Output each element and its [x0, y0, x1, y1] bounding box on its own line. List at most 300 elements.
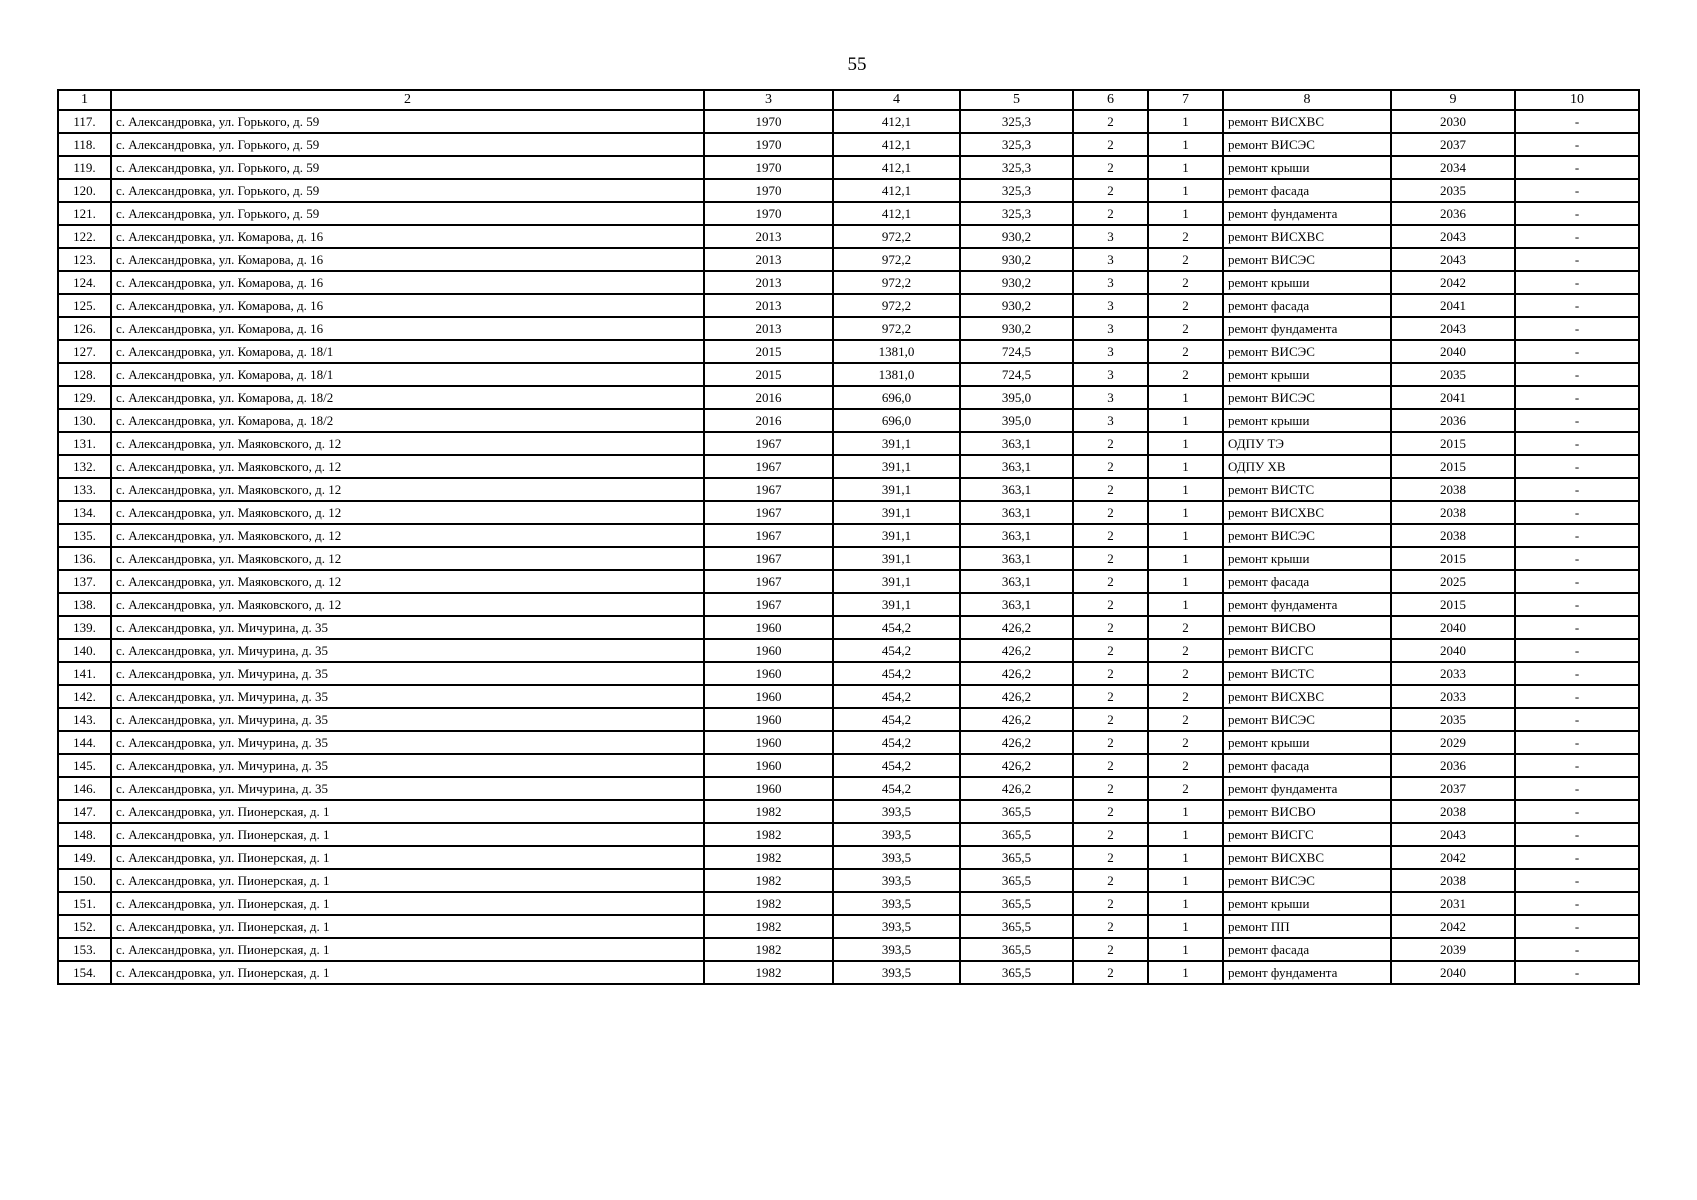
- table-row: [58, 892, 1639, 915]
- total-area-cell: 412,1: [833, 179, 960, 202]
- note-cell: -: [1515, 800, 1639, 823]
- living-area-cell: 365,5: [960, 800, 1073, 823]
- entrances-cell: 1: [1148, 478, 1223, 501]
- planned-year-cell: 2015: [1391, 455, 1515, 478]
- planned-year-cell: 2033: [1391, 662, 1515, 685]
- address-cell: с. Александровка, ул. Пионерская, д. 1: [111, 892, 704, 915]
- year-built-cell: 2013: [704, 317, 833, 340]
- entrances-cell: 2: [1148, 639, 1223, 662]
- address-cell: с. Александровка, ул. Горького, д. 59: [111, 156, 704, 179]
- floors-cell: 3: [1073, 225, 1148, 248]
- living-area-cell: 363,1: [960, 455, 1073, 478]
- address-cell: с. Александровка, ул. Пионерская, д. 1: [111, 915, 704, 938]
- living-area-cell: 363,1: [960, 547, 1073, 570]
- work-type-cell: ОДПУ ТЭ: [1223, 432, 1391, 455]
- living-area-cell: 426,2: [960, 685, 1073, 708]
- year-built-cell: 1967: [704, 501, 833, 524]
- row-number-cell: 145.: [58, 754, 111, 777]
- living-area-cell: 930,2: [960, 248, 1073, 271]
- living-area-cell: 426,2: [960, 616, 1073, 639]
- table-row: [58, 754, 1639, 777]
- table-row: [58, 961, 1639, 984]
- planned-year-cell: 2037: [1391, 777, 1515, 800]
- floors-cell: 2: [1073, 800, 1148, 823]
- work-type-cell: ремонт ВИСХВС: [1223, 846, 1391, 869]
- row-number-cell: 117.: [58, 110, 111, 133]
- floors-cell: 3: [1073, 363, 1148, 386]
- total-area-cell: 972,2: [833, 225, 960, 248]
- total-area-cell: 454,2: [833, 616, 960, 639]
- planned-year-cell: 2025: [1391, 570, 1515, 593]
- row-number-cell: 139.: [58, 616, 111, 639]
- floors-cell: 2: [1073, 708, 1148, 731]
- planned-year-cell: 2035: [1391, 363, 1515, 386]
- total-area-cell: 393,5: [833, 800, 960, 823]
- floors-cell: 2: [1073, 570, 1148, 593]
- year-built-cell: 2013: [704, 248, 833, 271]
- table-row: [58, 823, 1639, 846]
- entrances-cell: 2: [1148, 248, 1223, 271]
- row-number-cell: 127.: [58, 340, 111, 363]
- planned-year-cell: 2040: [1391, 961, 1515, 984]
- address-cell: с. Александровка, ул. Горького, д. 59: [111, 133, 704, 156]
- work-type-cell: ремонт фундамента: [1223, 593, 1391, 616]
- note-cell: -: [1515, 225, 1639, 248]
- year-built-cell: 2016: [704, 409, 833, 432]
- note-cell: -: [1515, 662, 1639, 685]
- work-type-cell: ремонт фасада: [1223, 570, 1391, 593]
- table-row: [58, 248, 1639, 271]
- planned-year-cell: 2041: [1391, 294, 1515, 317]
- total-area-cell: 391,1: [833, 593, 960, 616]
- planned-year-cell: 2040: [1391, 340, 1515, 363]
- year-built-cell: 1967: [704, 593, 833, 616]
- row-number-cell: 120.: [58, 179, 111, 202]
- total-area-cell: 412,1: [833, 133, 960, 156]
- total-area-cell: 696,0: [833, 386, 960, 409]
- living-area-cell: 325,3: [960, 110, 1073, 133]
- total-area-cell: 454,2: [833, 708, 960, 731]
- planned-year-cell: 2038: [1391, 869, 1515, 892]
- note-cell: -: [1515, 501, 1639, 524]
- row-number-cell: 130.: [58, 409, 111, 432]
- entrances-cell: 2: [1148, 363, 1223, 386]
- work-type-cell: ОДПУ ХВ: [1223, 455, 1391, 478]
- floors-cell: 2: [1073, 662, 1148, 685]
- entrances-cell: 2: [1148, 777, 1223, 800]
- note-cell: -: [1515, 616, 1639, 639]
- planned-year-cell: 2034: [1391, 156, 1515, 179]
- year-built-cell: 2016: [704, 386, 833, 409]
- address-cell: с. Александровка, ул. Маяковского, д. 12: [111, 432, 704, 455]
- living-area-cell: 426,2: [960, 639, 1073, 662]
- planned-year-cell: 2041: [1391, 386, 1515, 409]
- work-type-cell: ремонт крыши: [1223, 892, 1391, 915]
- planned-year-cell: 2015: [1391, 593, 1515, 616]
- year-built-cell: 1967: [704, 432, 833, 455]
- table-row: [58, 685, 1639, 708]
- work-type-cell: ремонт ВИСЭС: [1223, 869, 1391, 892]
- year-built-cell: 1982: [704, 892, 833, 915]
- entrances-cell: 2: [1148, 708, 1223, 731]
- entrances-cell: 2: [1148, 616, 1223, 639]
- note-cell: -: [1515, 432, 1639, 455]
- column-header-3: 3: [704, 90, 833, 110]
- year-built-cell: 2013: [704, 271, 833, 294]
- floors-cell: 2: [1073, 524, 1148, 547]
- table-row: [58, 455, 1639, 478]
- table-row: [58, 708, 1639, 731]
- work-type-cell: ремонт ВИСВО: [1223, 616, 1391, 639]
- living-area-cell: 930,2: [960, 317, 1073, 340]
- address-cell: с. Александровка, ул. Мичурина, д. 35: [111, 708, 704, 731]
- table-row: [58, 432, 1639, 455]
- floors-cell: 2: [1073, 915, 1148, 938]
- note-cell: -: [1515, 754, 1639, 777]
- planned-year-cell: 2036: [1391, 409, 1515, 432]
- table-row: [58, 317, 1639, 340]
- table-row: [58, 156, 1639, 179]
- year-built-cell: 1960: [704, 662, 833, 685]
- row-number-cell: 133.: [58, 478, 111, 501]
- total-area-cell: 393,5: [833, 869, 960, 892]
- floors-cell: 2: [1073, 731, 1148, 754]
- planned-year-cell: 2042: [1391, 846, 1515, 869]
- total-area-cell: 412,1: [833, 202, 960, 225]
- row-number-cell: 135.: [58, 524, 111, 547]
- address-cell: с. Александровка, ул. Мичурина, д. 35: [111, 754, 704, 777]
- total-area-cell: 393,5: [833, 938, 960, 961]
- total-area-cell: 412,1: [833, 110, 960, 133]
- note-cell: -: [1515, 685, 1639, 708]
- floors-cell: 2: [1073, 455, 1148, 478]
- table-row: [58, 616, 1639, 639]
- note-cell: -: [1515, 179, 1639, 202]
- address-cell: с. Александровка, ул. Комарова, д. 16: [111, 294, 704, 317]
- entrances-cell: 2: [1148, 317, 1223, 340]
- floors-cell: 3: [1073, 386, 1148, 409]
- floors-cell: 3: [1073, 271, 1148, 294]
- year-built-cell: 2013: [704, 294, 833, 317]
- entrances-cell: 1: [1148, 915, 1223, 938]
- entrances-cell: 1: [1148, 455, 1223, 478]
- table-row: [58, 478, 1639, 501]
- floors-cell: 3: [1073, 409, 1148, 432]
- address-cell: с. Александровка, ул. Мичурина, д. 35: [111, 777, 704, 800]
- floors-cell: 3: [1073, 248, 1148, 271]
- table-row: [58, 731, 1639, 754]
- entrances-cell: 1: [1148, 800, 1223, 823]
- registry-table: [57, 89, 1640, 985]
- total-area-cell: 454,2: [833, 777, 960, 800]
- page-number: 55: [847, 54, 867, 75]
- entrances-cell: 1: [1148, 110, 1223, 133]
- total-area-cell: 391,1: [833, 547, 960, 570]
- floors-cell: 2: [1073, 501, 1148, 524]
- note-cell: -: [1515, 363, 1639, 386]
- entrances-cell: 2: [1148, 662, 1223, 685]
- living-area-cell: 426,2: [960, 777, 1073, 800]
- living-area-cell: 363,1: [960, 593, 1073, 616]
- row-number-cell: 146.: [58, 777, 111, 800]
- work-type-cell: ремонт ВИСХВС: [1223, 501, 1391, 524]
- address-cell: с. Александровка, ул. Горького, д. 59: [111, 179, 704, 202]
- entrances-cell: 2: [1148, 731, 1223, 754]
- planned-year-cell: 2036: [1391, 202, 1515, 225]
- work-type-cell: ремонт крыши: [1223, 409, 1391, 432]
- living-area-cell: 325,3: [960, 202, 1073, 225]
- living-area-cell: 426,2: [960, 662, 1073, 685]
- total-area-cell: 454,2: [833, 662, 960, 685]
- living-area-cell: 363,1: [960, 478, 1073, 501]
- note-cell: -: [1515, 869, 1639, 892]
- note-cell: -: [1515, 639, 1639, 662]
- entrances-cell: 2: [1148, 271, 1223, 294]
- planned-year-cell: 2035: [1391, 179, 1515, 202]
- floors-cell: 3: [1073, 340, 1148, 363]
- address-cell: с. Александровка, ул. Мичурина, д. 35: [111, 731, 704, 754]
- floors-cell: 2: [1073, 777, 1148, 800]
- floors-cell: 2: [1073, 432, 1148, 455]
- table-row: [58, 202, 1639, 225]
- entrances-cell: 1: [1148, 892, 1223, 915]
- row-number-cell: 153.: [58, 938, 111, 961]
- row-number-cell: 140.: [58, 639, 111, 662]
- header-row: [58, 90, 1639, 110]
- total-area-cell: 696,0: [833, 409, 960, 432]
- total-area-cell: 972,2: [833, 248, 960, 271]
- table-row: [58, 225, 1639, 248]
- row-number-cell: 134.: [58, 501, 111, 524]
- floors-cell: 2: [1073, 133, 1148, 156]
- address-cell: с. Александровка, ул. Комарова, д. 18/1: [111, 340, 704, 363]
- table-row: [58, 547, 1639, 570]
- table-row: [58, 662, 1639, 685]
- note-cell: -: [1515, 409, 1639, 432]
- floors-cell: 2: [1073, 616, 1148, 639]
- work-type-cell: ремонт фундамента: [1223, 317, 1391, 340]
- living-area-cell: 325,3: [960, 156, 1073, 179]
- work-type-cell: ремонт ВИСЭС: [1223, 386, 1391, 409]
- work-type-cell: ремонт ВИСГС: [1223, 823, 1391, 846]
- floors-cell: 2: [1073, 823, 1148, 846]
- living-area-cell: 325,3: [960, 179, 1073, 202]
- living-area-cell: 365,5: [960, 915, 1073, 938]
- year-built-cell: 1982: [704, 846, 833, 869]
- year-built-cell: 1970: [704, 156, 833, 179]
- note-cell: -: [1515, 938, 1639, 961]
- address-cell: с. Александровка, ул. Мичурина, д. 35: [111, 639, 704, 662]
- table-body: [58, 110, 1639, 984]
- address-cell: с. Александровка, ул. Комарова, д. 18/2: [111, 409, 704, 432]
- table-row: [58, 133, 1639, 156]
- year-built-cell: 1967: [704, 570, 833, 593]
- note-cell: -: [1515, 294, 1639, 317]
- entrances-cell: 1: [1148, 386, 1223, 409]
- table-row: [58, 846, 1639, 869]
- entrances-cell: 1: [1148, 133, 1223, 156]
- planned-year-cell: 2043: [1391, 317, 1515, 340]
- address-cell: с. Александровка, ул. Пионерская, д. 1: [111, 938, 704, 961]
- floors-cell: 2: [1073, 156, 1148, 179]
- address-cell: с. Александровка, ул. Комарова, д. 16: [111, 248, 704, 271]
- total-area-cell: 391,1: [833, 501, 960, 524]
- note-cell: -: [1515, 455, 1639, 478]
- entrances-cell: 1: [1148, 179, 1223, 202]
- row-number-cell: 123.: [58, 248, 111, 271]
- note-cell: -: [1515, 110, 1639, 133]
- row-number-cell: 136.: [58, 547, 111, 570]
- planned-year-cell: 2043: [1391, 248, 1515, 271]
- table-row: [58, 777, 1639, 800]
- year-built-cell: 1960: [704, 731, 833, 754]
- note-cell: -: [1515, 892, 1639, 915]
- work-type-cell: ремонт ВИСЭС: [1223, 708, 1391, 731]
- total-area-cell: 391,1: [833, 570, 960, 593]
- planned-year-cell: 2038: [1391, 524, 1515, 547]
- living-area-cell: 325,3: [960, 133, 1073, 156]
- address-cell: с. Александровка, ул. Комарова, д. 16: [111, 271, 704, 294]
- note-cell: -: [1515, 133, 1639, 156]
- living-area-cell: 426,2: [960, 731, 1073, 754]
- floors-cell: 2: [1073, 961, 1148, 984]
- address-cell: с. Александровка, ул. Мичурина, д. 35: [111, 616, 704, 639]
- living-area-cell: 365,5: [960, 823, 1073, 846]
- column-header-8: 8: [1223, 90, 1391, 110]
- entrances-cell: 1: [1148, 202, 1223, 225]
- note-cell: -: [1515, 547, 1639, 570]
- column-header-9: 9: [1391, 90, 1515, 110]
- note-cell: -: [1515, 961, 1639, 984]
- note-cell: -: [1515, 271, 1639, 294]
- table-row: [58, 179, 1639, 202]
- floors-cell: 2: [1073, 639, 1148, 662]
- total-area-cell: 393,5: [833, 846, 960, 869]
- floors-cell: 2: [1073, 202, 1148, 225]
- total-area-cell: 972,2: [833, 294, 960, 317]
- work-type-cell: ремонт ВИСХВС: [1223, 225, 1391, 248]
- note-cell: -: [1515, 317, 1639, 340]
- note-cell: -: [1515, 777, 1639, 800]
- floors-cell: 2: [1073, 892, 1148, 915]
- row-number-cell: 122.: [58, 225, 111, 248]
- planned-year-cell: 2039: [1391, 938, 1515, 961]
- entrances-cell: 1: [1148, 593, 1223, 616]
- column-header-4: 4: [833, 90, 960, 110]
- total-area-cell: 391,1: [833, 524, 960, 547]
- planned-year-cell: 2033: [1391, 685, 1515, 708]
- table-row: [58, 294, 1639, 317]
- total-area-cell: 412,1: [833, 156, 960, 179]
- year-built-cell: 1970: [704, 133, 833, 156]
- column-header-2: 2: [111, 90, 704, 110]
- entrances-cell: 1: [1148, 961, 1223, 984]
- work-type-cell: ремонт крыши: [1223, 271, 1391, 294]
- note-cell: -: [1515, 731, 1639, 754]
- row-number-cell: 131.: [58, 432, 111, 455]
- row-number-cell: 137.: [58, 570, 111, 593]
- year-built-cell: 1970: [704, 110, 833, 133]
- floors-cell: 3: [1073, 294, 1148, 317]
- work-type-cell: ремонт ВИСЭС: [1223, 340, 1391, 363]
- living-area-cell: 395,0: [960, 386, 1073, 409]
- year-built-cell: 1967: [704, 547, 833, 570]
- year-built-cell: 1982: [704, 915, 833, 938]
- year-built-cell: 1970: [704, 179, 833, 202]
- row-number-cell: 132.: [58, 455, 111, 478]
- entrances-cell: 2: [1148, 685, 1223, 708]
- planned-year-cell: 2029: [1391, 731, 1515, 754]
- planned-year-cell: 2038: [1391, 501, 1515, 524]
- column-header-5: 5: [960, 90, 1073, 110]
- row-number-cell: 128.: [58, 363, 111, 386]
- address-cell: с. Александровка, ул. Маяковского, д. 12: [111, 593, 704, 616]
- table-row: [58, 501, 1639, 524]
- year-built-cell: 1982: [704, 869, 833, 892]
- address-cell: с. Александровка, ул. Пионерская, д. 1: [111, 823, 704, 846]
- planned-year-cell: 2015: [1391, 432, 1515, 455]
- floors-cell: 2: [1073, 754, 1148, 777]
- total-area-cell: 391,1: [833, 455, 960, 478]
- table-row: [58, 271, 1639, 294]
- living-area-cell: 930,2: [960, 225, 1073, 248]
- work-type-cell: ремонт фундамента: [1223, 961, 1391, 984]
- address-cell: с. Александровка, ул. Маяковского, д. 12: [111, 478, 704, 501]
- total-area-cell: 454,2: [833, 685, 960, 708]
- living-area-cell: 426,2: [960, 708, 1073, 731]
- note-cell: -: [1515, 248, 1639, 271]
- total-area-cell: 391,1: [833, 432, 960, 455]
- floors-cell: 2: [1073, 478, 1148, 501]
- note-cell: -: [1515, 915, 1639, 938]
- work-type-cell: ремонт ВИСХВС: [1223, 685, 1391, 708]
- note-cell: -: [1515, 340, 1639, 363]
- living-area-cell: 363,1: [960, 501, 1073, 524]
- address-cell: с. Александровка, ул. Горького, д. 59: [111, 110, 704, 133]
- living-area-cell: 363,1: [960, 524, 1073, 547]
- address-cell: с. Александровка, ул. Маяковского, д. 12: [111, 455, 704, 478]
- column-header-1: 1: [58, 90, 111, 110]
- total-area-cell: 972,2: [833, 271, 960, 294]
- work-type-cell: ремонт фасада: [1223, 179, 1391, 202]
- planned-year-cell: 2042: [1391, 915, 1515, 938]
- planned-year-cell: 2043: [1391, 225, 1515, 248]
- floors-cell: 2: [1073, 179, 1148, 202]
- table-row: [58, 938, 1639, 961]
- year-built-cell: 1967: [704, 524, 833, 547]
- note-cell: -: [1515, 593, 1639, 616]
- total-area-cell: 972,2: [833, 317, 960, 340]
- living-area-cell: 426,2: [960, 754, 1073, 777]
- living-area-cell: 365,5: [960, 892, 1073, 915]
- address-cell: с. Александровка, ул. Комарова, д. 18/2: [111, 386, 704, 409]
- work-type-cell: ремонт ВИСВО: [1223, 800, 1391, 823]
- table-row: [58, 524, 1639, 547]
- table-row: [58, 869, 1639, 892]
- year-built-cell: 1982: [704, 823, 833, 846]
- floors-cell: 2: [1073, 846, 1148, 869]
- total-area-cell: 393,5: [833, 961, 960, 984]
- address-cell: с. Александровка, ул. Пионерская, д. 1: [111, 846, 704, 869]
- column-header-7: 7: [1148, 90, 1223, 110]
- address-cell: с. Александровка, ул. Мичурина, д. 35: [111, 685, 704, 708]
- year-built-cell: 1982: [704, 961, 833, 984]
- floors-cell: 2: [1073, 869, 1148, 892]
- address-cell: с. Александровка, ул. Пионерская, д. 1: [111, 961, 704, 984]
- row-number-cell: 125.: [58, 294, 111, 317]
- column-header-6: 6: [1073, 90, 1148, 110]
- address-cell: с. Александровка, ул. Комарова, д. 16: [111, 317, 704, 340]
